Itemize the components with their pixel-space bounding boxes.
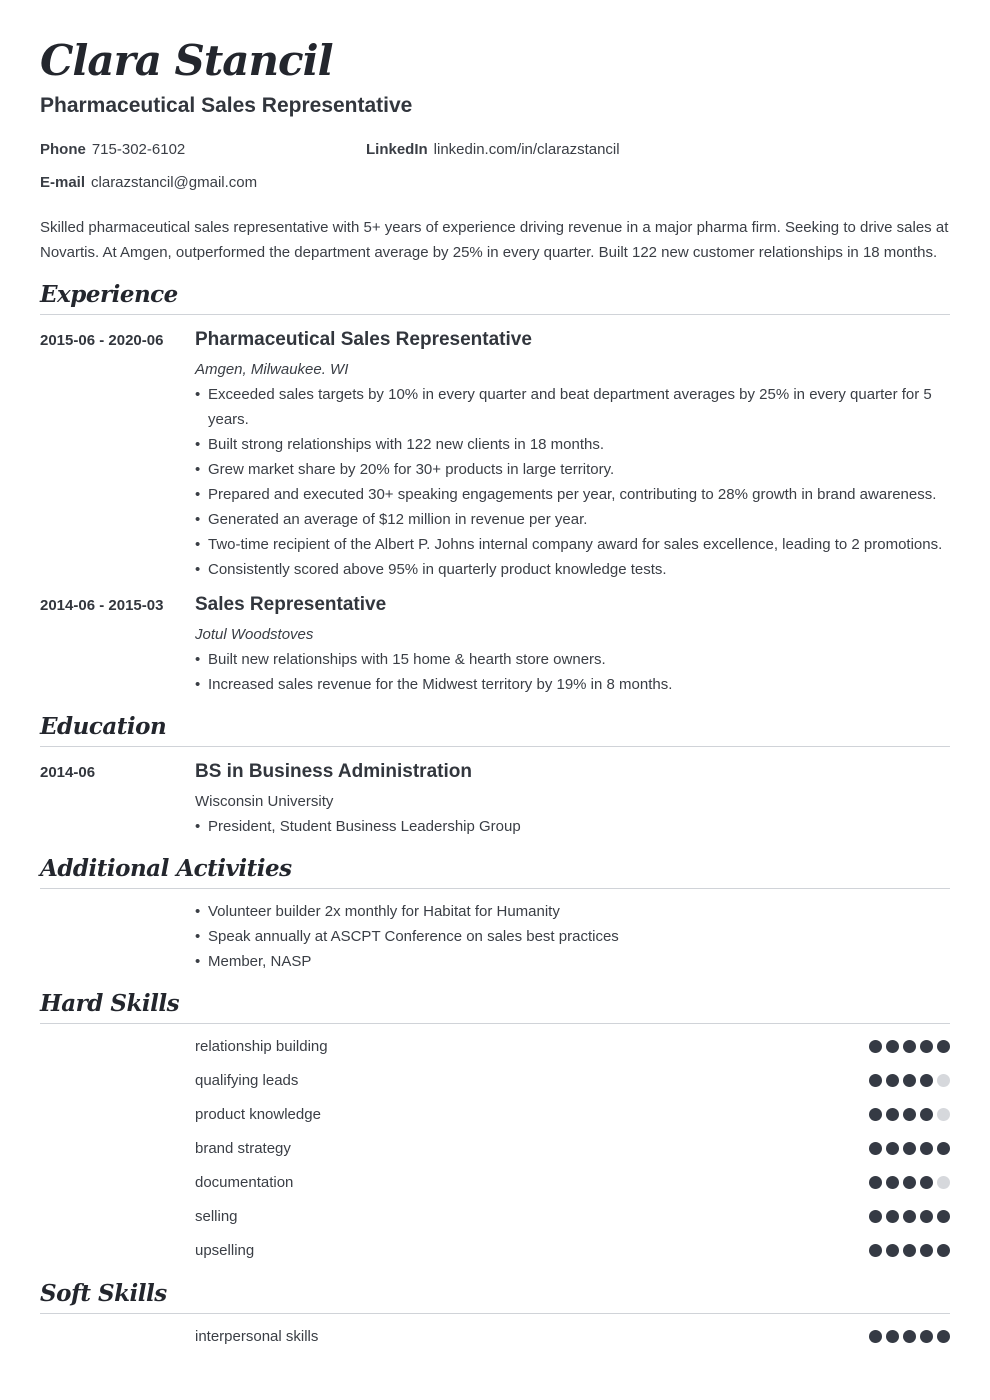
skill-rating [869, 1244, 950, 1257]
email-link[interactable]: clarazstancil@gmail.com [91, 174, 258, 191]
rating-dot-filled [920, 1244, 933, 1257]
skill-name: product knowledge [195, 1106, 321, 1123]
rating-dot-filled [903, 1210, 916, 1223]
phone-value[interactable]: 715-302-6102 [91, 141, 186, 158]
skill-row [195, 1036, 950, 1058]
education-1-date: 2014-06 [40, 764, 96, 781]
experience-1-company: Amgen, Milwaukee. WI [195, 361, 349, 378]
education-1-degree: BS in Business Administration [195, 761, 472, 782]
profile-summary: Skilled pharmaceutical sales representative with 5+ years of experience driving revenue in a major pharma firm. Seeking to drive sales at Novartis. At Amgen, outperformed the department average by 25% in every quarter. Built 122 new customer relationships in 18 months. [40, 219, 949, 261]
rating-dot-filled [903, 1176, 916, 1189]
skill-rating [869, 1142, 950, 1155]
experience-1-dates: 2015-06 - 2020-06 [40, 332, 164, 349]
rating-dot-filled [903, 1074, 916, 1087]
skill-rating [869, 1330, 950, 1343]
rating-dot-filled [903, 1040, 916, 1053]
rating-dot-filled [937, 1244, 950, 1257]
list-item: • President, Student Business Leadership Group [195, 814, 945, 839]
rating-dot-filled [886, 1330, 899, 1343]
rating-dot-filled [920, 1210, 933, 1223]
skill-row [195, 1206, 950, 1228]
list-item: • Consistently scored above 95% in quarterly product knowledge tests. [195, 557, 945, 582]
candidate-title: Pharmaceutical Sales Representative [40, 94, 413, 117]
rating-dot-filled [903, 1330, 916, 1343]
skill-name: interpersonal skills [195, 1328, 319, 1345]
section-heading-hard-skills: Hard Skills [40, 989, 950, 1024]
list-item: • Two-time recipient of the Albert P. Johns internal company award for sales excellence, leading to 2 promotions. [195, 532, 945, 557]
rating-dot-filled [869, 1040, 882, 1053]
rating-dot-filled [920, 1142, 933, 1155]
rating-dot-filled [869, 1142, 882, 1155]
rating-dot-filled [886, 1244, 899, 1257]
skill-row [195, 1240, 950, 1262]
contact-linkedin [366, 141, 620, 158]
experience-1-title: Pharmaceutical Sales Representative [195, 329, 532, 350]
skill-name: qualifying leads [195, 1072, 299, 1089]
list-item: • Exceeded sales targets by 10% in every quarter and beat department averages by 25% in every quarter for 5 years. [195, 382, 945, 432]
rating-dot-filled [937, 1210, 950, 1223]
list-item: • Built new relationships with 15 home & hearth store owners. [195, 647, 945, 672]
list-item: • Volunteer builder 2x monthly for Habitat for Humanity [195, 899, 945, 924]
experience-2-bullets [195, 647, 945, 697]
rating-dot-filled [903, 1142, 916, 1155]
experience-1-bullets [195, 382, 945, 582]
rating-dot-empty [937, 1074, 950, 1087]
rating-dot-filled [886, 1108, 899, 1121]
rating-dot-filled [886, 1210, 899, 1223]
rating-dot-filled [886, 1074, 899, 1087]
section-heading-education: Education [40, 712, 950, 747]
rating-dot-filled [920, 1176, 933, 1189]
skill-rating [869, 1108, 950, 1121]
rating-dot-filled [869, 1074, 882, 1087]
list-item: • Built strong relationships with 122 new clients in 18 months. [195, 432, 945, 457]
linkedin-label: LinkedIn [366, 141, 428, 158]
experience-2-company: Jotul Woodstoves [195, 626, 314, 643]
rating-dot-filled [886, 1142, 899, 1155]
skill-rating [869, 1040, 950, 1053]
list-item: • Speak annually at ASCPT Conference on sales best practices [195, 924, 945, 949]
rating-dot-filled [920, 1040, 933, 1053]
rating-dot-filled [886, 1176, 899, 1189]
skill-rating [869, 1074, 950, 1087]
skill-row [195, 1138, 950, 1160]
skill-name: brand strategy [195, 1140, 291, 1157]
rating-dot-filled [869, 1176, 882, 1189]
skill-row [195, 1104, 950, 1126]
rating-dot-filled [937, 1142, 950, 1155]
contact-phone [40, 141, 185, 158]
experience-2-title: Sales Representative [195, 594, 387, 615]
skill-name: upselling [195, 1242, 255, 1259]
rating-dot-empty [937, 1176, 950, 1189]
rating-dot-empty [937, 1108, 950, 1121]
rating-dot-filled [920, 1108, 933, 1121]
skill-row [195, 1070, 950, 1092]
phone-label: Phone [40, 141, 86, 158]
activities-list [195, 899, 945, 974]
experience-2-dates: 2014-06 - 2015-03 [40, 597, 164, 614]
section-heading-activities: Additional Activities [40, 854, 950, 889]
skill-rating [869, 1210, 950, 1223]
list-item: • Grew market share by 20% for 30+ products in large territory. [195, 457, 945, 482]
list-item: • Member, NASP [195, 949, 945, 974]
list-item: • Prepared and executed 30+ speaking engagements per year, contributing to 28% growth in brand awareness. [195, 482, 945, 507]
rating-dot-filled [937, 1330, 950, 1343]
email-label: E-mail [40, 174, 86, 191]
education-1-bullets [195, 814, 945, 839]
skill-name: relationship building [195, 1038, 328, 1055]
rating-dot-filled [920, 1330, 933, 1343]
contact-email [40, 174, 257, 191]
linkedin-link[interactable]: linkedin.com/in/clarazstancil [433, 141, 620, 158]
list-item: • Generated an average of $12 million in revenue per year. [195, 507, 945, 532]
rating-dot-filled [869, 1210, 882, 1223]
rating-dot-filled [886, 1040, 899, 1053]
rating-dot-filled [903, 1108, 916, 1121]
list-item: • Increased sales revenue for the Midwest territory by 19% in 8 months. [195, 672, 945, 697]
education-1-school: Wisconsin University [195, 793, 334, 810]
skill-name: selling [195, 1208, 238, 1225]
skill-rating [869, 1176, 950, 1189]
skill-row [195, 1172, 950, 1194]
rating-dot-filled [869, 1330, 882, 1343]
rating-dot-filled [869, 1244, 882, 1257]
section-heading-experience: Experience [40, 280, 950, 315]
candidate-name: Clara Stancil [40, 36, 333, 85]
rating-dot-filled [903, 1244, 916, 1257]
rating-dot-filled [920, 1074, 933, 1087]
section-heading-soft-skills: Soft Skills [40, 1279, 950, 1314]
skill-name: documentation [195, 1174, 294, 1191]
rating-dot-filled [869, 1108, 882, 1121]
skill-row [195, 1326, 950, 1348]
rating-dot-filled [937, 1040, 950, 1053]
